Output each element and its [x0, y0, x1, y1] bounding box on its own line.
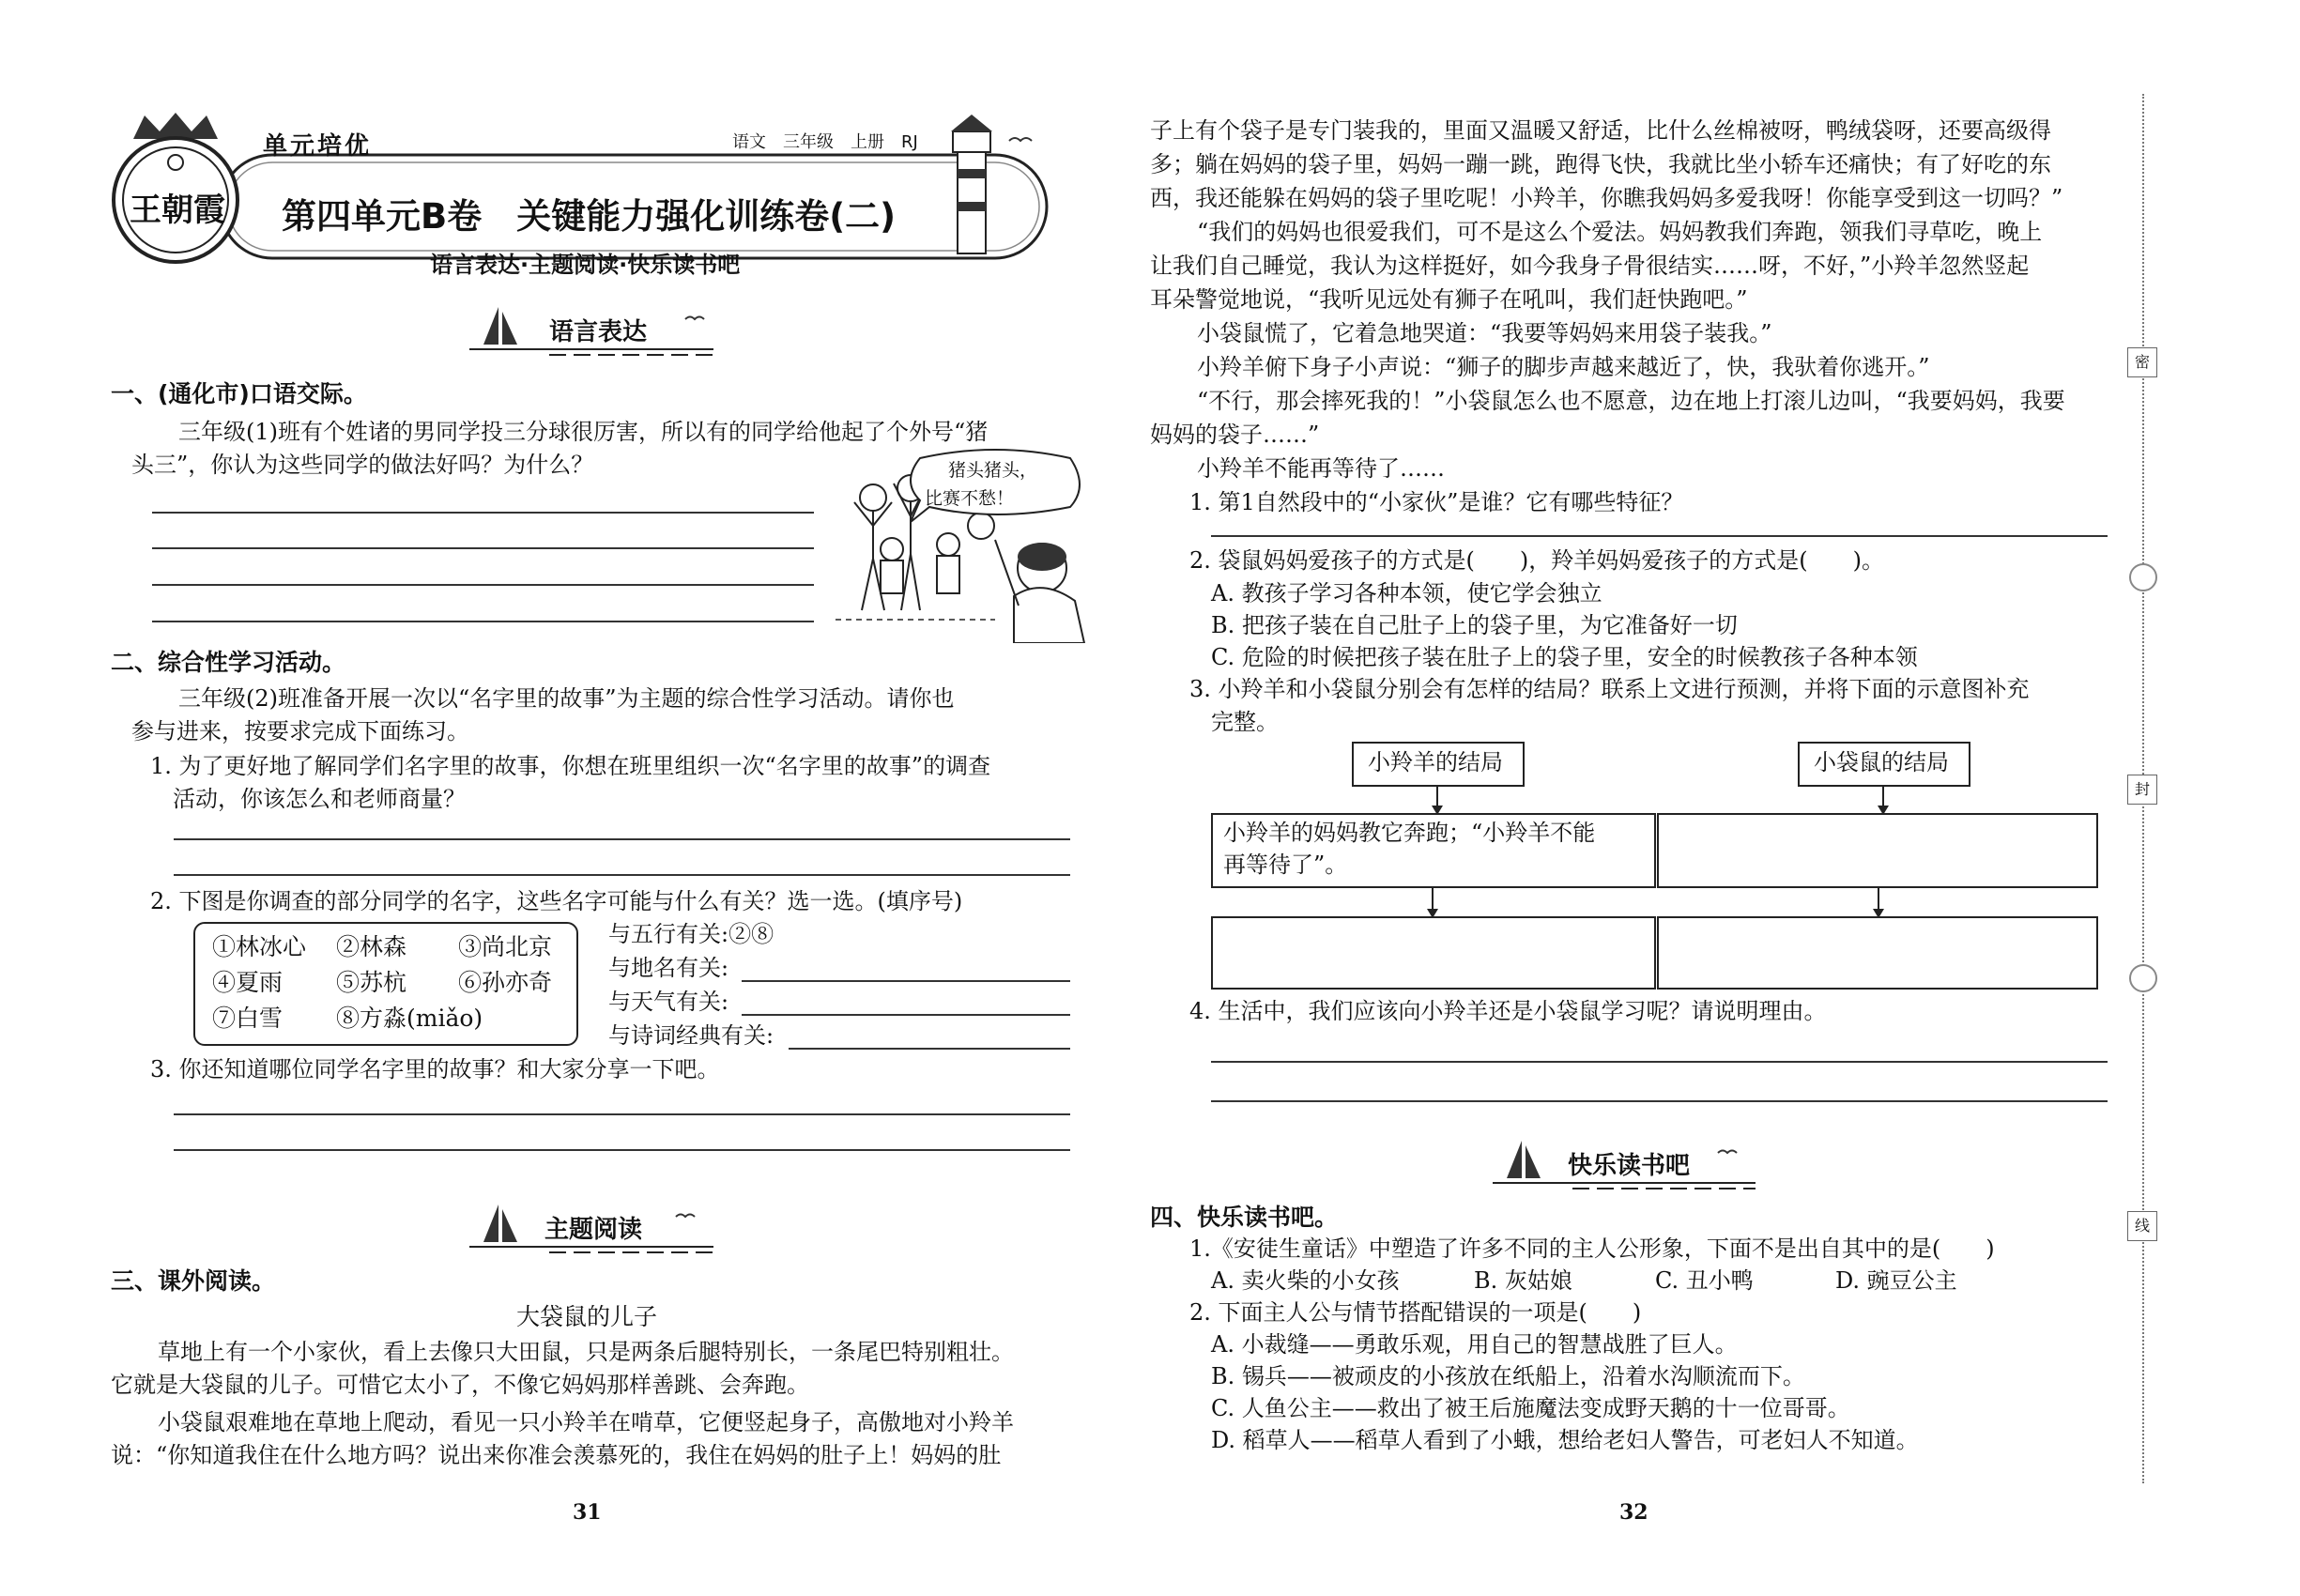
q1-text-2: 头三”，你认为这些同学的做法好吗？为什么？ [131, 452, 594, 478]
story-p2-b: 说：“你知道我住在什么地方吗？说出来你准会羡慕死的，我住在妈妈的肚子上！妈妈的肚 [111, 1442, 1002, 1468]
story-line: 让我们自己睡觉，我认为这样挺好，如今我身子骨很结实……呀，不好，”小羚羊忽然竖起 [1150, 253, 2030, 279]
q4-sub1: 1.《安徒生童话》中塑造了许多不同的主人公形象，下面不是出自其中的是( ) [1189, 1235, 1995, 1262]
story-line: 小袋鼠慌了，它着急地哭道：“我要等妈妈来用袋子装我。” [1197, 320, 1772, 346]
binding-label-xian: 线 [2127, 1211, 2157, 1241]
reading-q2-option-b: B. 把孩子装在自己肚子上的袋子里，为它准备好一切 [1211, 612, 1738, 638]
flow-arrow [1432, 886, 1434, 916]
ending-lamb-text-1: 小羚羊的妈妈教它奔跑；“小羚羊不能 [1223, 820, 1596, 846]
header-meta: 语文 三年级 上册 RJ [732, 132, 918, 152]
answer-line[interactable] [152, 512, 814, 514]
name-item: ③尚北京 [458, 933, 553, 960]
ending-title-lamb: 小羚羊的结局 [1368, 749, 1503, 775]
binding-label-feng: 封 [2127, 775, 2157, 805]
flow-arrow [1878, 886, 1879, 916]
answer-line[interactable] [174, 1113, 1070, 1115]
q2-sub3: 3. 你还知道哪位同学名字里的故事？和大家分享一下吧。 [150, 1056, 720, 1082]
reading-q4: 4. 生活中，我们应该向小羚羊还是小袋鼠学习呢？请说明理由。 [1189, 998, 1827, 1024]
answer-line[interactable] [152, 621, 814, 622]
story-p2-a: 小袋鼠艰难地在草地上爬动，看见一只小羚羊在啃草，它便竖起身子，高傲地对小羚羊 [158, 1409, 1014, 1435]
relation-3: 与天气有关: [608, 989, 729, 1015]
relation-1: 与五行有关:②⑧ [608, 921, 774, 947]
section-title-3: 快乐读书吧 [1568, 1152, 1691, 1180]
story-p1-a: 草地上有一个小家伙，看上去像只大田鼠，只是两条后腿特别长，一条尾巴特别粗壮。 [158, 1339, 1014, 1365]
q1-title: 一、(通化市)口语交际。 [111, 380, 367, 407]
q2-sub1-b: 活动，你该怎么和老师商量？ [173, 786, 466, 812]
story-line: 小羚羊不能再等待了…… [1197, 455, 1445, 482]
answer-line[interactable] [1211, 1061, 2108, 1063]
ending-box-kangaroo-1[interactable] [1657, 813, 2098, 888]
story-line: 多；躺在妈妈的袋子里，妈妈一蹦一跳，跑得飞快，我就比坐小轿车还痛快；有了好吃的东 [1150, 151, 2051, 177]
reading-q2-option-a: A. 教孩子学习各种本领，使它学会独立 [1211, 580, 1602, 606]
q2-text-2: 参与进来，按要求完成下面练习。 [131, 718, 469, 744]
answer-line[interactable] [1211, 535, 2108, 537]
answer-line[interactable] [789, 1048, 1070, 1050]
answer-line[interactable] [1211, 1100, 2108, 1102]
q4-sub1-option: B. 灰姑娘 [1474, 1267, 1572, 1294]
name-item: ②林森 [336, 933, 407, 960]
relation-4: 与诗词经典有关: [608, 1022, 774, 1049]
series-label: 单元培优 [263, 132, 373, 161]
q4-sub1-option: C. 丑小鸭 [1655, 1267, 1754, 1294]
story-line: 西，我还能躲在妈妈的袋子里吃呢！小羚羊，你瞧我妈妈多爱我呀！你能享受到这一切吗？” [1150, 185, 2063, 211]
answer-line[interactable] [152, 584, 814, 586]
flow-arrow [1882, 785, 1884, 813]
story-line: 耳朵警觉地说，“我听见远处有狮子在吼叫，我们赶快跑吧。” [1150, 286, 1748, 313]
flow-arrow [1436, 785, 1438, 813]
story-line: 子上有个袋子是专门装我的，里面又温暖又舒适，比什么丝棉被呀，鸭绒袋呀，还要高级得 [1150, 117, 2051, 144]
q4-sub1-option: A. 卖火柴的小女孩 [1211, 1267, 1400, 1294]
reading-q3-a: 3. 小羚羊和小袋鼠分别会有怎样的结局？联系上文进行预测，并将下面的示意图补充 [1189, 676, 2030, 702]
ending-lamb-text-2: 再等待了”。 [1223, 852, 1348, 878]
name-item: ⑧方淼(miǎo) [336, 1005, 483, 1032]
q4-sub2-option-c: C. 人鱼公主——救出了被王后施魔法变成野天鹅的十一位哥哥。 [1211, 1395, 1850, 1421]
reading-q2: 2. 袋鼠妈妈爱孩子的方式是( )，羚羊妈妈爱孩子的方式是( )。 [1189, 547, 1884, 574]
binding-label-mi: 密 [2127, 347, 2157, 377]
q2-title: 二、综合性学习活动。 [111, 649, 346, 676]
bubble-text-2: 比赛不愁！ [925, 488, 1015, 509]
answer-line[interactable] [742, 980, 1070, 982]
story-p1-b: 它就是大袋鼠的儿子。可惜它太小了，不像它妈妈那样善跳、会奔跑。 [111, 1372, 809, 1398]
q4-sub2-option-b: B. 锡兵——被顽皮的小孩放在纸船上，沿着水沟顺流而下。 [1211, 1363, 1805, 1389]
reading-q3-b: 完整。 [1211, 709, 1279, 735]
answer-line[interactable] [174, 1149, 1070, 1151]
answer-line[interactable] [174, 874, 1070, 876]
section-title-2: 主题阅读 [544, 1216, 643, 1244]
q4-title: 四、快乐读书吧。 [1150, 1204, 1339, 1231]
ending-title-kangaroo: 小袋鼠的结局 [1814, 749, 1949, 775]
q4-sub2-option-d: D. 稻草人——稻草人看到了小蛾，想给老妇人警告，可老妇人不知道。 [1211, 1427, 1919, 1453]
story-line: 妈妈的袋子……” [1150, 422, 1320, 448]
binding-hole-icon [2129, 563, 2157, 591]
binding-hole-icon [2129, 964, 2157, 992]
page-number-left: 31 [573, 1500, 602, 1525]
story-title: 大袋鼠的儿子 [516, 1303, 658, 1330]
answer-line[interactable] [174, 838, 1070, 840]
q4-sub1-option: D. 豌豆公主 [1835, 1267, 1957, 1294]
q4-sub2-option-a: A. 小裁缝——勇敢乐观，用自己的智慧战胜了巨人。 [1211, 1331, 1738, 1358]
ending-box-kangaroo-2[interactable] [1657, 916, 2098, 990]
q2-text-1: 三年级(2)班准备开展一次以“名字里的故事”为主题的综合性学习活动。请你也 [178, 685, 955, 712]
page-title: 第四单元B卷 关键能力强化训练卷(二) [282, 196, 897, 237]
story-line: “我们的妈妈也很爱我们，可不是这么个爱法。妈妈教我们奔跑，领我们寻草吃，晚上 [1197, 219, 2043, 245]
name-item: ⑦白雪 [212, 1005, 284, 1032]
name-item: ④夏雨 [212, 969, 284, 996]
answer-line[interactable] [742, 1014, 1070, 1016]
q1-text-1: 三年级(1)班有个姓诸的男同学投三分球很厉害，所以有的同学给他起了个外号“猪 [178, 419, 989, 445]
story-line: 小羚羊俯下身子小声说：“狮子的脚步声越来越近了，快，我驮着你逃开。” [1197, 354, 1930, 380]
name-item: ①林冰心 [212, 933, 307, 960]
reading-q2-option-c: C. 危险的时候把孩子装在肚子上的袋子里，安全的时候教孩子各种本领 [1211, 644, 1918, 670]
q2-sub1-a: 1. 为了更好地了解同学们名字里的故事，你想在班里组织一次“名字里的故事”的调查 [150, 753, 991, 779]
q3-title: 三、课外阅读。 [111, 1267, 276, 1295]
q4-sub2: 2. 下面主人公与情节搭配错误的一项是( ) [1189, 1299, 1642, 1326]
page-subtitle: 语言表达·主题阅读·快乐读书吧 [430, 252, 741, 278]
section-title-1: 语言表达 [549, 318, 648, 346]
bubble-text-1: 猪头猪头， [948, 460, 1038, 481]
relation-2: 与地名有关: [608, 955, 729, 981]
name-item: ⑤苏杭 [336, 969, 407, 996]
answer-line[interactable] [152, 547, 814, 549]
q2-sub2: 2. 下图是你调查的部分同学的名字，这些名字可能与什么有关？选一选。(填序号) [150, 888, 963, 914]
page-number-right: 32 [1619, 1500, 1648, 1525]
story-line: “不行，那会摔死我的！”小袋鼠怎么也不愿意，边在地上打滚儿边叫，“我要妈妈，我要 [1197, 388, 2065, 414]
reading-q1: 1. 第1自然段中的“小家伙”是谁？它有哪些特征？ [1189, 489, 1684, 515]
ending-box-lamb-2[interactable] [1211, 916, 1656, 990]
name-item: ⑥孙亦奇 [458, 969, 553, 996]
logo-text: 王朝霞 [130, 192, 225, 229]
